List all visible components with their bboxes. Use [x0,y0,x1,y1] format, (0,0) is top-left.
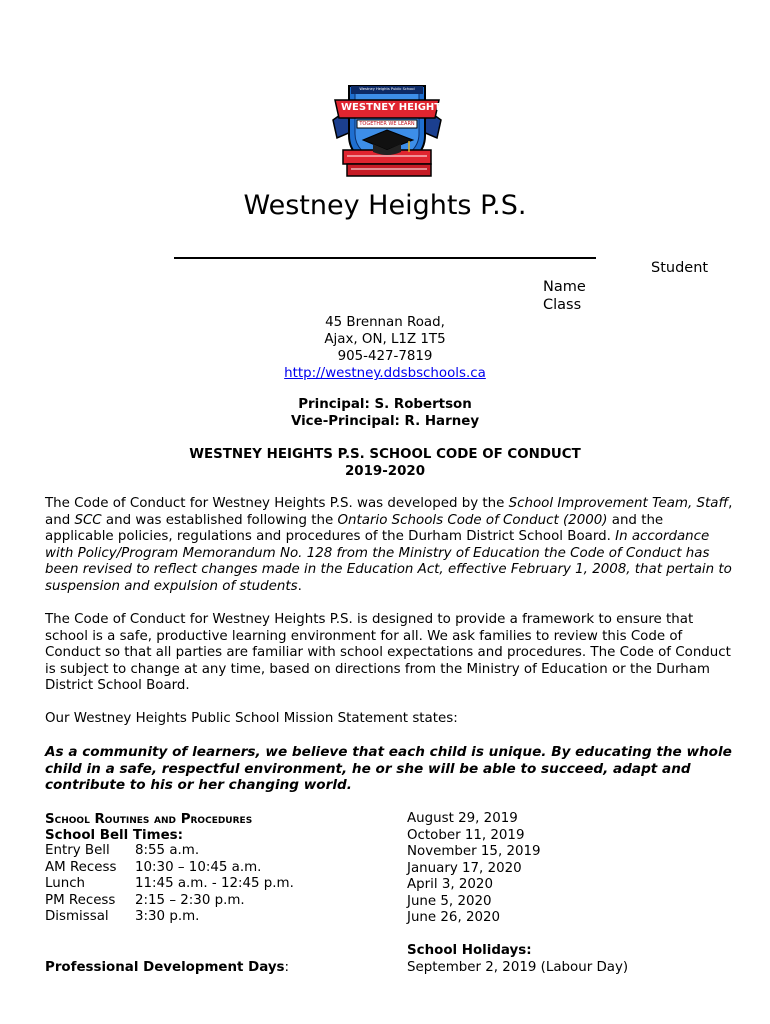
student-label: Student [651,260,709,276]
list-item: January 17, 2020 [407,860,522,876]
bell-label: Lunch [45,876,86,891]
table-row [45,843,294,860]
para1-italic-ontario-code: Ontario Schools Code of Conduct (2000) [337,512,608,528]
para1-text: The Code of Conduct for Westney Heights P.S. was developed by the [45,496,509,511]
logo-motto: TOGETHER WE LEARN [359,121,415,127]
para1-italic-scc: SCC [74,512,102,528]
bell-times-table [45,843,294,926]
routines-heading: School Routines and Procedures [45,812,253,827]
staff-block [0,396,770,430]
student-name-line[interactable] [174,257,596,259]
school-holidays-heading: School Holidays: [407,943,532,958]
bell-label: Dismissal [45,909,109,924]
school-logo [327,80,467,190]
list-item: June 5, 2020 [407,893,492,909]
bell-label: PM Recess [45,892,116,908]
school-address [0,314,770,382]
bell-times-heading: School Bell Times: [45,828,183,843]
para1-text-policies: and the applicable policies, regulations and procedures of the Durham District School Board. [45,512,664,544]
vice-principal-line: Vice-Principal: R. Harney [290,414,480,429]
table-row [45,909,294,926]
bell-time: 8:55 a.m. [135,843,200,858]
bell-time: 11:45 a.m. - 12:45 p.m. [135,876,294,891]
name-label: Name [543,279,586,295]
bell-label: Entry Bell [45,843,110,858]
address-street: 45 Brennan Road, [325,315,445,330]
list-item: August 29, 2019 [407,811,518,826]
holiday-item: September 2, 2019 (Labour Day) [407,960,629,975]
table-row [45,876,294,893]
code-of-conduct-title [0,446,770,480]
para1-text-and: , and [45,496,733,528]
code-title-line1: WESTNEY HEIGHTS P.S. SCHOOL CODE OF CONDUCT [189,447,581,462]
pd-dates-list [407,811,541,927]
school-website-link[interactable]: http://westney.ddsbschools.ca [284,366,486,381]
table-row [45,860,294,877]
table-row [45,893,294,910]
logo-banner-text: WESTNEY HEIGHTS PS [341,102,467,113]
logo-top-text: Westney Heights Public School [359,87,415,91]
para1-italic-memorandum: In accordance with Policy/Program Memorandum No. 128 from the Ministry of Education the Code of Conduct has been revised to reflect changes made in the Education Act, effective February 1, 2008, that pertain to suspension and expulsion of students [45,529,732,594]
address-phone: 905-427-7819 [337,349,433,364]
mission-statement: As a community of learners, we believe that each child is unique. By educating the whole child in a safe, respectful environment, he or she will be able to succeed, adapt and contribute to his or her changing world. [45,744,732,793]
bell-time: 2:15 – 2:30 p.m. [135,892,245,908]
bell-label: AM Recess [45,859,117,875]
class-label: Class [543,297,582,313]
para1-period: . [297,578,302,594]
mission-intro-paragraph: Our Westney Heights Public School Mission Statement states: [45,711,458,726]
list-item: October 11, 2019 [407,827,525,843]
bell-time: 10:30 – 10:45 a.m. [135,859,262,875]
para1-text-established: and was established following the [101,512,338,528]
pd-days-label [45,960,289,975]
para1-italic-team: School Improvement Team, Staff [508,496,729,511]
list-item: April 3, 2020 [407,877,493,892]
framework-paragraph: The Code of Conduct for Westney Heights P.S. is designed to provide a framework to ensure that school is a safe, productive learning environment for all. We ask families to review this Code of Conduct so that all parties are familiar with school expectations and procedures. The Code of Conduct is subject to change at any time, based on directions from the Ministry of Education or the Durham District School Board. [45,612,731,693]
bell-time: 3:30 p.m. [135,909,200,924]
principal-line: Principal: S. Robertson [298,397,472,412]
pd-days-colon: : [284,960,290,975]
list-item: November 15, 2019 [407,844,541,859]
intro-paragraph [45,496,735,595]
list-item: June 26, 2020 [407,910,501,925]
pd-days-label-text: Professional Development Days [45,960,285,975]
code-title-year: 2019-2020 [344,464,426,479]
school-name-title: Westney Heights P.S. [243,190,527,221]
address-city: Ajax, ON, L1Z 1T5 [324,332,446,347]
